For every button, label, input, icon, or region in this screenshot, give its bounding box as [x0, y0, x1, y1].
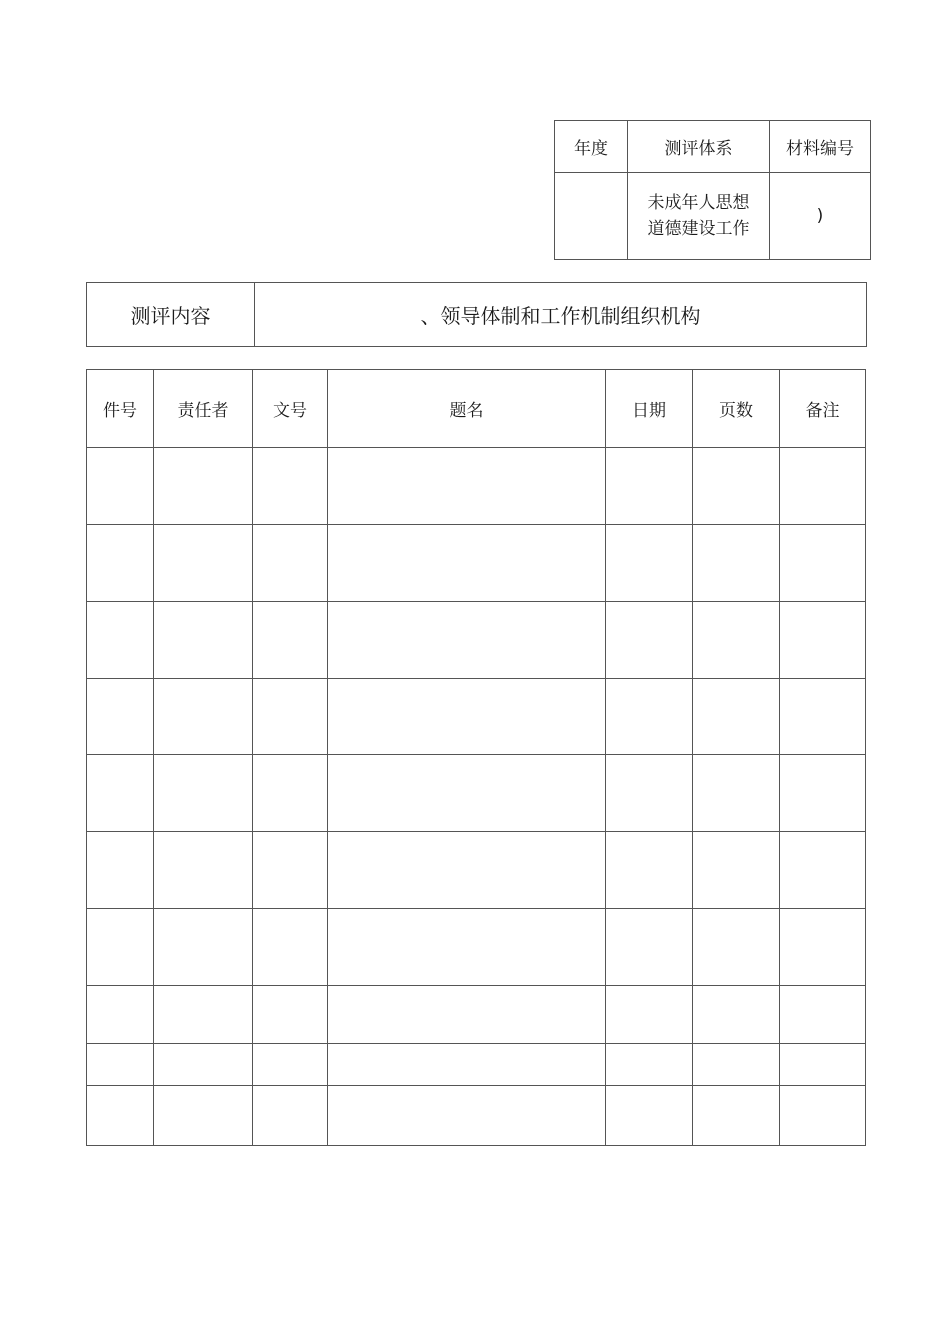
table-cell[interactable]	[154, 909, 253, 986]
year-header: 年度	[555, 121, 628, 173]
system-value-line-1: 未成年人思想	[647, 193, 750, 213]
table-cell[interactable]	[780, 755, 866, 832]
table-cell[interactable]	[87, 832, 154, 909]
column-header-doc-no: 文号	[253, 370, 328, 448]
document-list-table	[86, 369, 866, 1146]
table-cell[interactable]	[253, 755, 328, 832]
table-cell[interactable]	[87, 755, 154, 832]
table-cell[interactable]	[780, 832, 866, 909]
table-cell[interactable]	[87, 679, 154, 755]
content-value: 、领导体制和工作机制组织机构	[255, 283, 867, 347]
table-cell[interactable]	[328, 832, 606, 909]
table-row	[87, 448, 866, 525]
table-cell[interactable]	[606, 986, 693, 1044]
table-cell[interactable]	[780, 909, 866, 986]
table-row	[87, 986, 866, 1044]
table-cell[interactable]	[154, 832, 253, 909]
table-cell[interactable]	[780, 679, 866, 755]
column-header-title: 题名	[328, 370, 606, 448]
table-cell[interactable]	[780, 525, 866, 602]
table-cell[interactable]	[693, 832, 780, 909]
table-cell[interactable]	[253, 1086, 328, 1146]
system-value-line-2: 道德建设工作	[647, 219, 750, 239]
table-row	[87, 1044, 866, 1086]
material-no-value[interactable]: )	[770, 173, 871, 260]
table-cell[interactable]	[154, 525, 253, 602]
table-cell[interactable]	[87, 986, 154, 1044]
table-row	[87, 1086, 866, 1146]
table-cell[interactable]	[253, 832, 328, 909]
table-cell[interactable]	[154, 986, 253, 1044]
table-cell[interactable]	[154, 755, 253, 832]
table-cell[interactable]	[693, 755, 780, 832]
table-cell[interactable]	[253, 986, 328, 1044]
table-cell[interactable]	[780, 602, 866, 679]
table-cell[interactable]	[253, 448, 328, 525]
table-cell[interactable]	[780, 1086, 866, 1146]
table-cell[interactable]	[87, 525, 154, 602]
table-cell[interactable]	[606, 755, 693, 832]
table-cell[interactable]	[328, 909, 606, 986]
table-cell[interactable]	[693, 1086, 780, 1146]
table-row	[87, 525, 866, 602]
table-cell[interactable]	[606, 525, 693, 602]
table-cell[interactable]	[328, 1044, 606, 1086]
table-cell[interactable]	[328, 755, 606, 832]
table-row	[87, 755, 866, 832]
meta-value-row	[555, 173, 871, 260]
table-cell[interactable]	[253, 1044, 328, 1086]
table-cell[interactable]	[693, 679, 780, 755]
meta-header-row	[555, 121, 871, 173]
table-cell[interactable]	[154, 602, 253, 679]
table-row	[87, 679, 866, 755]
table-cell[interactable]	[328, 1086, 606, 1146]
table-row	[87, 909, 866, 986]
content-row	[87, 283, 867, 347]
column-header-responsible: 责任者	[154, 370, 253, 448]
table-cell[interactable]	[87, 909, 154, 986]
content-table	[86, 282, 867, 347]
year-value[interactable]	[555, 173, 628, 260]
table-cell[interactable]	[87, 1044, 154, 1086]
table-cell[interactable]	[154, 448, 253, 525]
table-cell[interactable]	[253, 525, 328, 602]
table-cell[interactable]	[780, 448, 866, 525]
table-row	[87, 832, 866, 909]
table-cell[interactable]	[606, 602, 693, 679]
table-cell[interactable]	[87, 448, 154, 525]
table-cell[interactable]	[328, 679, 606, 755]
table-cell[interactable]	[328, 602, 606, 679]
table-cell[interactable]	[154, 679, 253, 755]
table-cell[interactable]	[693, 525, 780, 602]
table-cell[interactable]	[87, 602, 154, 679]
table-cell[interactable]	[780, 1044, 866, 1086]
content-label: 测评内容	[87, 283, 255, 347]
column-header-pages: 页数	[693, 370, 780, 448]
table-cell[interactable]	[780, 986, 866, 1044]
system-header: 测评体系	[628, 121, 770, 173]
table-cell[interactable]	[253, 909, 328, 986]
table-cell[interactable]	[693, 986, 780, 1044]
table-cell[interactable]	[253, 602, 328, 679]
column-header-item-no: 件号	[87, 370, 154, 448]
table-cell[interactable]	[693, 1044, 780, 1086]
table-cell[interactable]	[693, 909, 780, 986]
system-value	[628, 173, 770, 260]
table-cell[interactable]	[693, 602, 780, 679]
table-cell[interactable]	[253, 679, 328, 755]
list-header-row	[87, 370, 866, 448]
table-cell[interactable]	[693, 448, 780, 525]
table-cell[interactable]	[606, 448, 693, 525]
material-no-header: 材料编号	[770, 121, 871, 173]
table-cell[interactable]	[328, 448, 606, 525]
table-cell[interactable]	[606, 679, 693, 755]
table-cell[interactable]	[328, 525, 606, 602]
column-header-remarks: 备注	[780, 370, 866, 448]
meta-table	[554, 120, 871, 260]
table-row	[87, 602, 866, 679]
table-cell[interactable]	[154, 1044, 253, 1086]
table-cell[interactable]	[87, 1086, 154, 1146]
column-header-date: 日期	[606, 370, 693, 448]
table-cell[interactable]	[606, 909, 693, 986]
table-cell[interactable]	[606, 832, 693, 909]
table-cell[interactable]	[606, 1086, 693, 1146]
table-cell[interactable]	[328, 986, 606, 1044]
table-cell[interactable]	[606, 1044, 693, 1086]
table-cell[interactable]	[154, 1086, 253, 1146]
